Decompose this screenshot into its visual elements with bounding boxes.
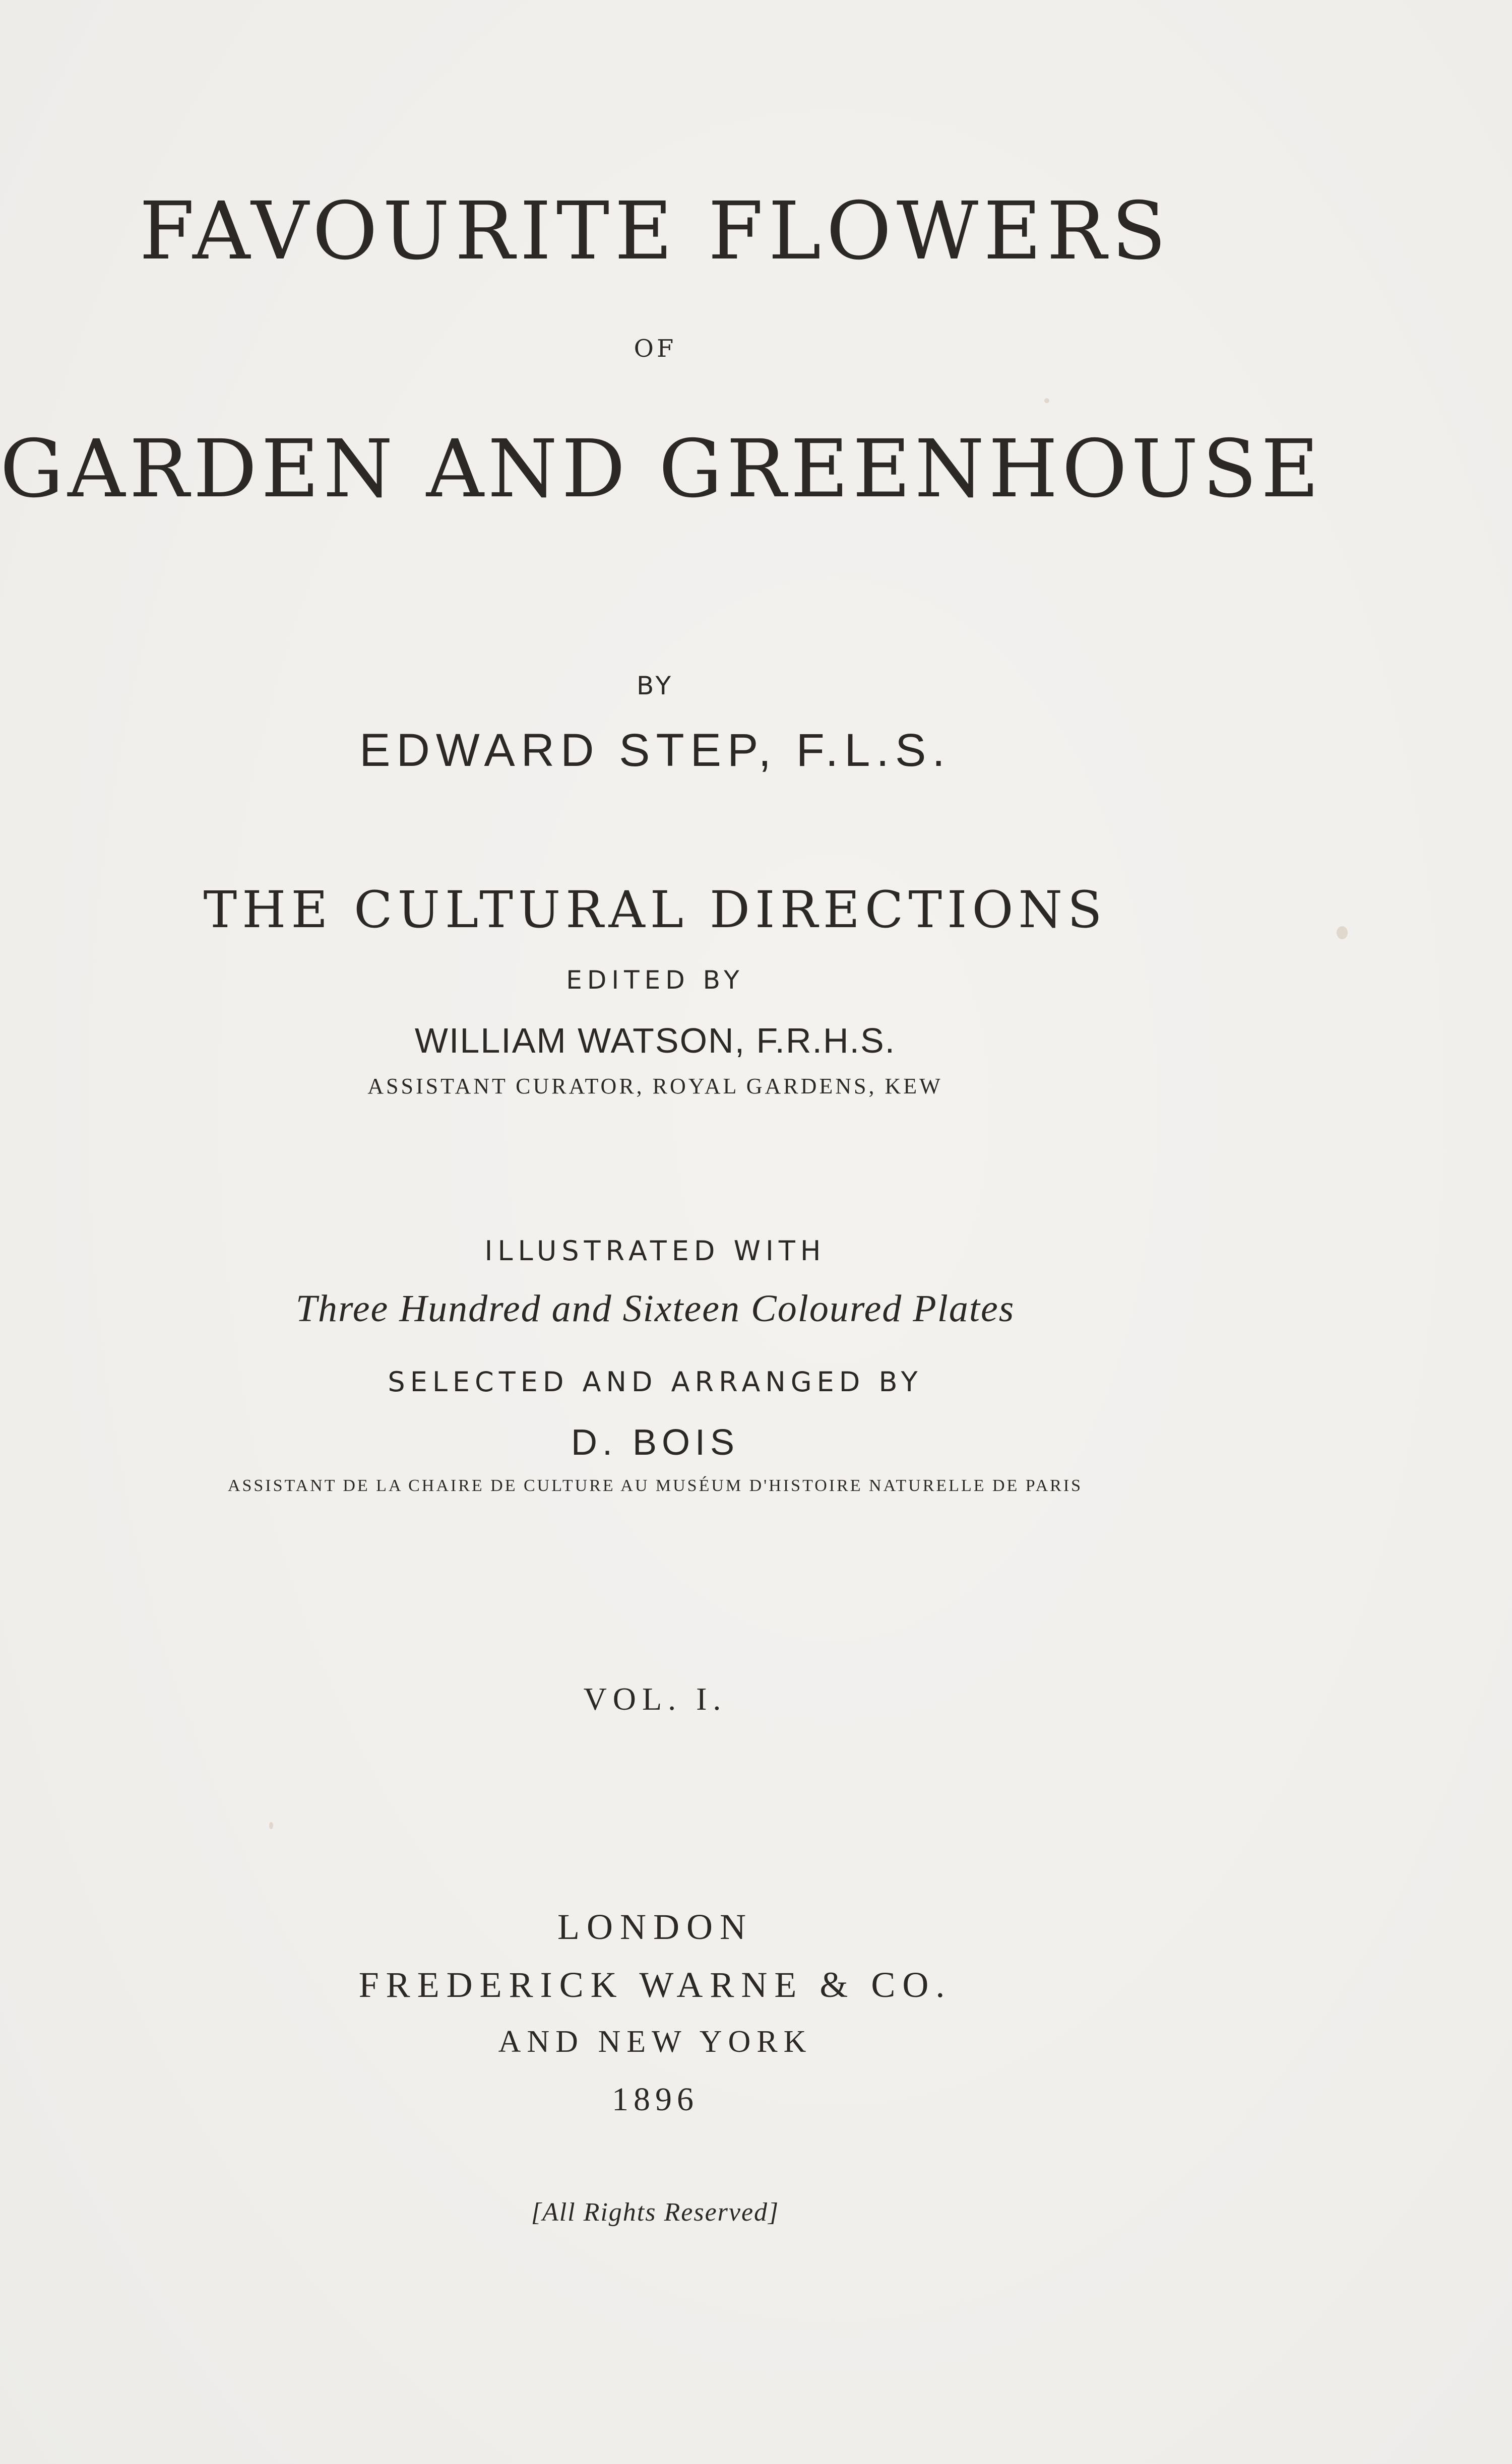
editor-role: ASSISTANT CURATOR, ROYAL GARDENS, KEW [367,1074,943,1098]
author-name: EDWARD STEP, F.L.S. [359,725,951,776]
paper-speck [269,1822,273,1829]
paper-speck [1337,926,1348,939]
illustrated-with: ILLUSTRATED WITH [484,1235,826,1267]
book-subtitle: GARDEN AND GREENHOUSE [0,423,1324,515]
publication-year: 1896 [612,2081,699,2118]
book-title: FAVOURITE FLOWERS [139,185,1171,278]
imprint-city: LONDON [557,1907,753,1947]
author-by: BY [636,671,674,700]
publisher-extra: AND NEW YORK [498,2025,812,2059]
arranger-role: ASSISTANT DE LA CHAIRE DE CULTURE AU MUSÉUM D'HISTOIRE NATURELLE DE PARIS [227,1476,1083,1495]
rights-notice: [All Rights Reserved] [531,2198,780,2227]
edited-by: EDITED BY [566,965,744,995]
arranger-name: D. BOIS [571,1422,740,1463]
selected-by: SELECTED AND ARRANGED BY [388,1366,923,1398]
publisher-name: FREDERICK WARNE & CO. [358,1965,952,2005]
plates-description: Three Hundred and Sixteen Coloured Plates [295,1287,1015,1330]
editor-name: WILLIAM WATSON, F.R.H.S. [414,1021,896,1060]
volume-number: VOL. I. [583,1681,727,1717]
title-connector: OF [634,335,677,363]
paper-speck [1044,398,1049,403]
cultural-heading: THE CULTURAL DIRECTIONS [203,880,1107,939]
